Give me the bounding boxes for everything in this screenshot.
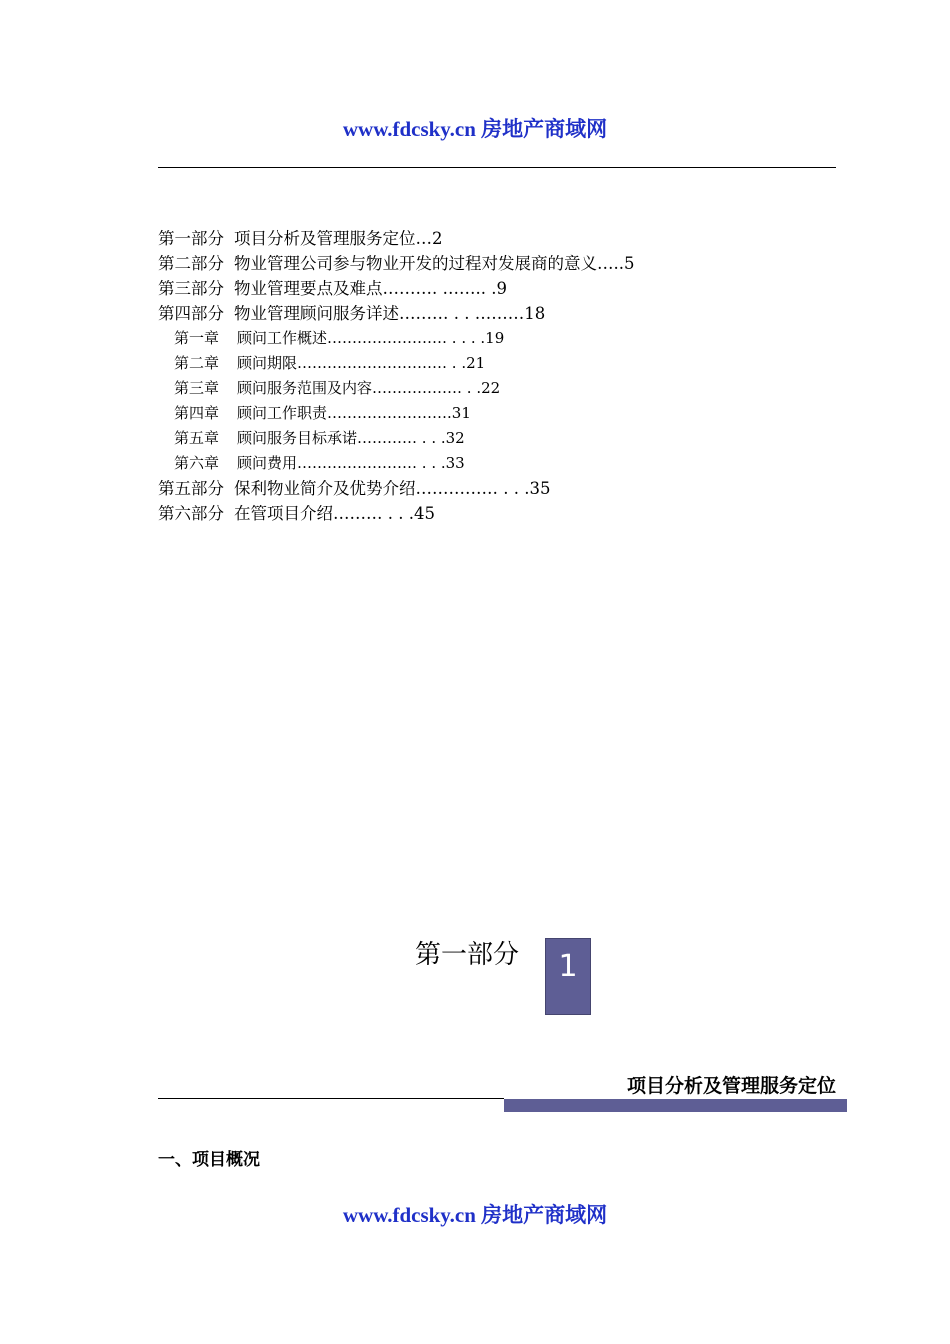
toc-item-text: 保利物业简介及优势介绍…………… . . .35: [234, 479, 551, 498]
toc-item-label: 第一部分: [158, 229, 224, 248]
section-divider-line: [158, 1098, 504, 1099]
toc-item-label: 第四部分: [158, 304, 224, 323]
toc-item-label: 第六部分: [158, 504, 224, 523]
toc-item-text: 物业管理要点及难点………. …….. .9: [234, 279, 507, 298]
toc-subitem[interactable]: [158, 376, 818, 401]
toc-item-text: 在管项目介绍……… . . .45: [234, 504, 435, 523]
toc-subitem-label: 第六章: [174, 454, 220, 472]
toc-subitem-label: 第五章: [174, 429, 220, 447]
toc-subitem-text: 顾问费用…………………… . . .33: [237, 454, 465, 472]
table-of-contents: [158, 226, 818, 526]
site-footer[interactable]: www.fdcsky.cn 房地产商域网: [342, 1203, 608, 1227]
toc-subitem[interactable]: [158, 451, 818, 476]
toc-item-label: 第二部分: [158, 254, 224, 273]
section-title: 项目分析及管理服务定位: [626, 1075, 836, 1097]
toc-subitem-label: 第四章: [174, 404, 220, 422]
toc-item[interactable]: [158, 251, 818, 276]
toc-subitem-text: 顾问期限………………………… . .21: [237, 354, 486, 372]
toc-item-text: 物业管理顾问服务详述……… . . ………18: [234, 304, 546, 323]
toc-subitem[interactable]: [158, 326, 818, 351]
toc-item-text: 物业管理公司参与物业开发的过程对发展商的意义…..5: [234, 254, 635, 273]
toc-item-label: 第五部分: [158, 479, 224, 498]
toc-subitem[interactable]: [158, 351, 818, 376]
toc-subitem[interactable]: [158, 426, 818, 451]
site-header[interactable]: www.fdcsky.cn 房地产商域网: [342, 117, 608, 141]
toc-subitem[interactable]: [158, 401, 818, 426]
toc-subitem-label: 第三章: [174, 379, 220, 397]
toc-item[interactable]: [158, 276, 818, 301]
toc-item-text: 项目分析及管理服务定位…2: [234, 229, 443, 248]
header-divider: [158, 167, 836, 168]
toc-item[interactable]: [158, 301, 818, 326]
part-number-badge: 1: [545, 938, 591, 1015]
section-divider-bar: [504, 1099, 847, 1112]
toc-subitem-label: 第二章: [174, 354, 220, 372]
toc-item[interactable]: [158, 476, 818, 501]
toc-subitem-text: 顾问工作概述…………………… . . . .19: [237, 329, 505, 347]
toc-item-label: 第三部分: [158, 279, 224, 298]
part-heading: 第一部分: [415, 940, 520, 970]
toc-subitem-label: 第一章: [174, 329, 220, 347]
toc-item[interactable]: [158, 501, 818, 526]
subsection-title: 一、项目概况: [158, 1150, 260, 1170]
toc-subitem-text: 顾问工作职责…………………….31: [237, 404, 471, 422]
toc-subitem-text: 顾问服务范围及内容……………… . .22: [237, 379, 501, 397]
toc-item[interactable]: [158, 226, 818, 251]
toc-subitem-text: 顾问服务目标承诺………… . . .32: [237, 429, 465, 447]
